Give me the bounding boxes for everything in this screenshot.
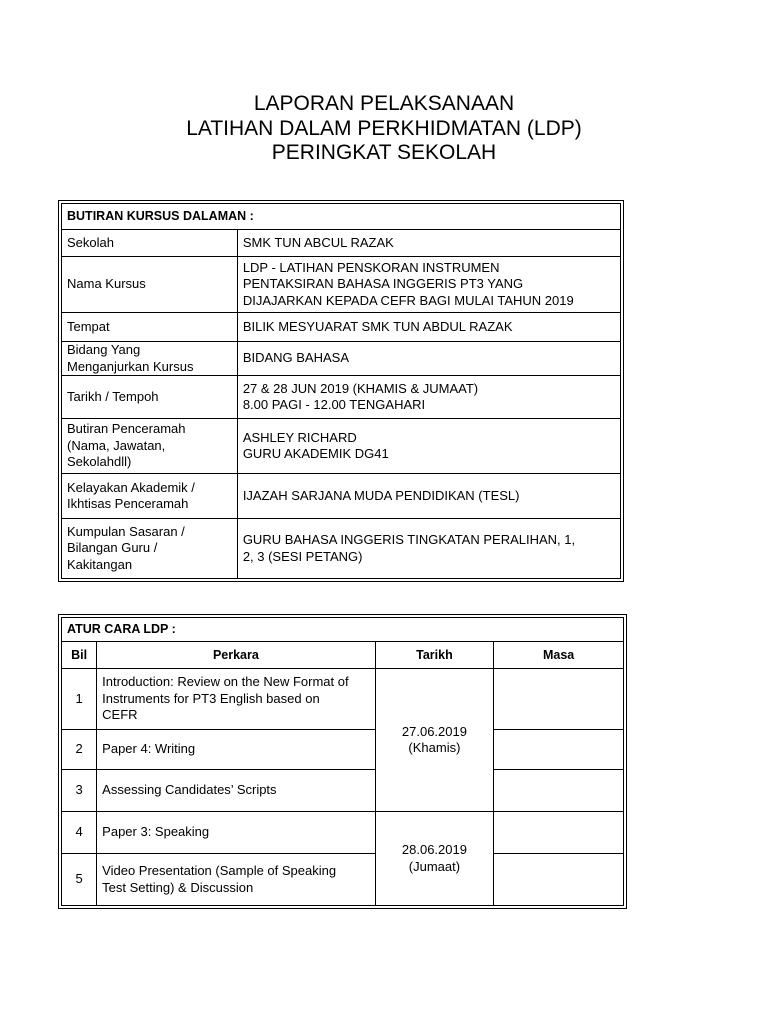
report-title: [0, 92, 768, 166]
column-header-perkara: Perkara: [97, 642, 375, 669]
course-label-penceramah: Butiran Penceramah (Nama, Jawatan, Sekolahdll): [62, 419, 238, 474]
row-bil: 4: [62, 812, 97, 854]
course-row-kelayakan: [62, 474, 621, 519]
title-line-2: LATIHAN DALAM PERKHIDMATAN (LDP): [186, 116, 582, 140]
column-header-masa: Masa: [494, 642, 624, 669]
course-label-kumpulan: Kumpulan Sasaran / Bilangan Guru / Kakitangan: [62, 519, 238, 579]
course-label-kelayakan: Kelayakan Akademik / Ikhtisas Penceramah: [62, 474, 238, 519]
column-header-bil: Bil: [62, 642, 97, 669]
course-row-tarikh: [62, 376, 621, 419]
schedule-header-row: [62, 618, 624, 642]
row-bil: 1: [62, 669, 97, 730]
table-row: [62, 770, 624, 812]
row-perkara: Introduction: Review on the New Format of Instruments for PT3 English based on CEFR: [97, 669, 375, 730]
course-label-bidang: Bidang Yang Menganjurkan Kursus: [62, 342, 238, 376]
course-value-sekolah: SMK TUN ABCUL RAZAK: [237, 230, 620, 257]
schedule-box: [58, 614, 627, 909]
table-row: [62, 730, 624, 770]
schedule-header: ATUR CARA LDP :: [62, 618, 624, 642]
course-label-sekolah: Sekolah: [62, 230, 238, 257]
course-label-tempat: Tempat: [62, 313, 238, 342]
schedule-column-headers: [62, 642, 624, 669]
course-details-table: [61, 203, 621, 579]
row-masa: [494, 669, 624, 730]
course-row-kumpulan: [62, 519, 621, 579]
row-perkara: Video Presentation (Sample of Speaking Test Setting) & Discussion: [97, 854, 375, 906]
row-tarikh-day-1: 27.06.2019 (Khamis): [375, 669, 494, 812]
course-value-bidang: BIDANG BAHASA: [237, 342, 620, 376]
course-value-tempat: BILIK MESYUARAT SMK TUN ABDUL RAZAK: [237, 313, 620, 342]
course-value-kelayakan: IJAZAH SARJANA MUDA PENDIDIKAN (TESL): [237, 474, 620, 519]
table-row: [62, 854, 624, 906]
row-perkara: Paper 3: Speaking: [97, 812, 375, 854]
course-details-box: [58, 200, 624, 582]
title-line-3: PERINGKAT SEKOLAH: [271, 141, 497, 164]
row-masa: [494, 730, 624, 770]
course-value-nama-kursus: LDP - LATIHAN PENSKORAN INSTRUMEN PENTAKSIRAN BAHASA INGGERIS PT3 YANG DIJAJARKAN KEPADA CEFR BAGI MULAI TAHUN 2019: [237, 257, 620, 313]
row-masa: [494, 770, 624, 812]
course-row-bidang: [62, 342, 621, 376]
row-masa: [494, 812, 624, 854]
course-details-header: BUTIRAN KURSUS DALAMAN :: [62, 204, 621, 230]
course-row-tempat: [62, 313, 621, 342]
course-value-penceramah: ASHLEY RICHARD GURU AKADEMIK DG41: [237, 419, 620, 474]
table-row: [62, 812, 624, 854]
course-label-nama-kursus: Nama Kursus: [62, 257, 238, 313]
row-tarikh-day-2: 28.06.2019 (Jumaat): [375, 812, 494, 906]
row-bil: 5: [62, 854, 97, 906]
title-line-1: LAPORAN PELAKSANAAN: [253, 92, 515, 115]
row-bil: 3: [62, 770, 97, 812]
course-value-tarikh: 27 & 28 JUN 2019 (KHAMIS & JUMAAT) 8.00 PAGI - 12.00 TENGAHARI: [237, 376, 620, 419]
course-label-tarikh: Tarikh / Tempoh: [62, 376, 238, 419]
row-perkara: Paper 4: Writing: [97, 730, 375, 770]
schedule-table: [61, 617, 624, 906]
row-perkara: Assessing Candidates’ Scripts: [97, 770, 375, 812]
column-header-tarikh: Tarikh: [375, 642, 494, 669]
row-masa: [494, 854, 624, 906]
course-details-header-row: [62, 204, 621, 230]
course-value-kumpulan: GURU BAHASA INGGERIS TINGKATAN PERALIHAN, 1, 2, 3 (SESI PETANG): [237, 519, 620, 579]
course-row-penceramah: [62, 419, 621, 474]
table-row: [62, 669, 624, 730]
row-bil: 2: [62, 730, 97, 770]
course-row-nama-kursus: [62, 257, 621, 313]
course-row-sekolah: [62, 230, 621, 257]
